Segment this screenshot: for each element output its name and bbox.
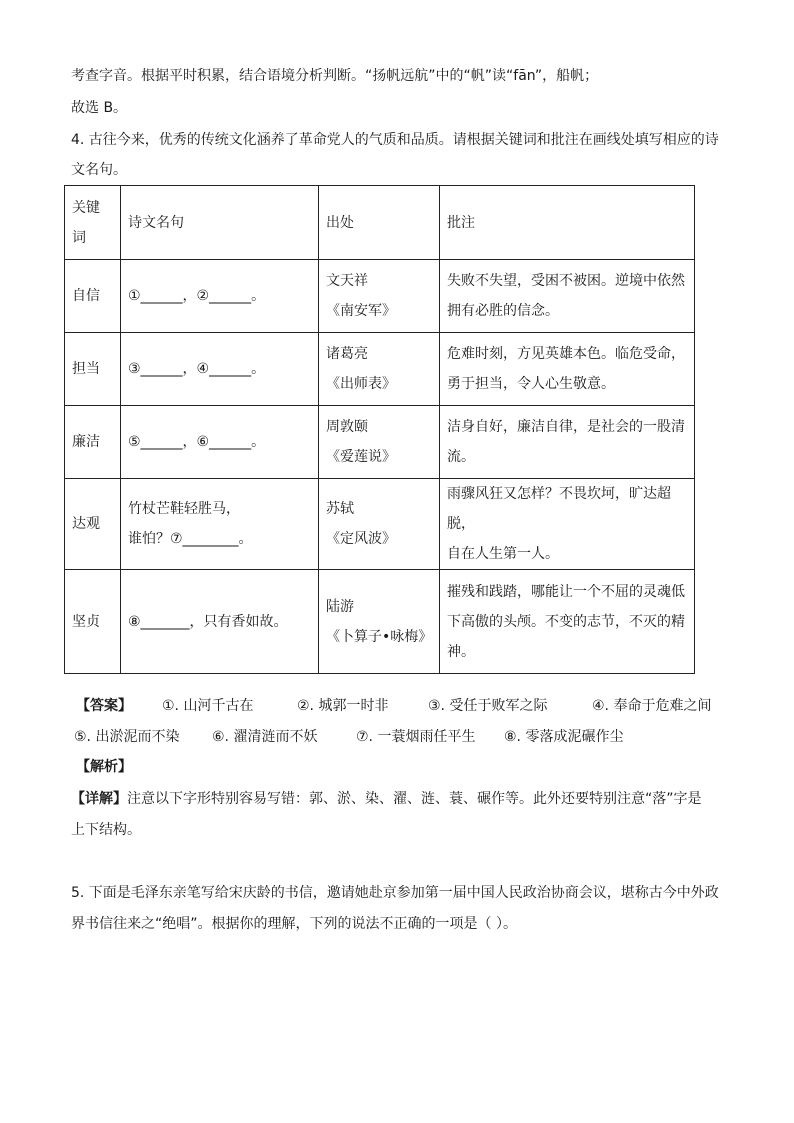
row-keyword: 廉洁 <box>65 406 121 479</box>
analysis-detail-cont: 上下结构。 <box>71 822 141 838</box>
table-row <box>65 479 695 570</box>
table-header-row <box>65 186 695 260</box>
poetry-table <box>64 185 695 674</box>
row-note: 摧残和践踏，哪能让一个不屈的灵魂低 下高傲的头颅。不变的志节，不灭的精 神。 <box>440 570 695 674</box>
row-source: 周敦颐 《爱莲说》 <box>319 406 440 479</box>
answer-item: ②. 城郭一时非 <box>297 698 389 714</box>
table-row <box>65 570 695 674</box>
answer-item: ⑥. 濯清涟而不妖 <box>212 729 318 745</box>
answer-row-1 <box>71 696 731 716</box>
header-poem: 诗文名句 <box>121 186 319 260</box>
detail-text: 注意以下字形特别容易写错：郭、淤、染、濯、涟、蓑、碾作等。此外还要特别注意“落”字是 <box>127 791 702 807</box>
answer-item: ⑧. 零落成泥碾作尘 <box>504 729 624 745</box>
table-row <box>65 406 695 479</box>
row-keyword: 担当 <box>65 333 121 406</box>
detail-label: 【详解】 <box>71 791 127 807</box>
row-note: 洁身自好，廉洁自律，是社会的一股清 流。 <box>440 406 695 479</box>
question-4-text: 4. 古往今来，优秀的传统文化涵养了革命党人的气质和品质。请根据关键词和批注在画线处填写相应的诗 <box>71 132 719 148</box>
answer-item: ①. 山河千古在 <box>162 698 254 714</box>
answer-item: ③. 受任于败军之际 <box>428 698 548 714</box>
answer-label: 【答案】 <box>76 698 132 714</box>
header-source: 出处 <box>319 186 440 260</box>
row-poem: ①______，②______。 <box>121 260 319 333</box>
intro-text: 考查字音。根据平时积累，结合语境分析判断。“扬帆远航”中的“帆”读“fān”，船帆； <box>71 68 599 84</box>
question-5-text-cont: 界书信往来之“绝唱”。根据你的理解，下列的说法不正确的一项是（ ）。 <box>71 916 517 932</box>
table-row <box>65 260 695 333</box>
answer-item: ⑤. 出淤泥而不染 <box>74 729 180 745</box>
row-note: 失败不失望，受困不被困。逆境中依然 拥有必胜的信念。 <box>440 260 695 333</box>
question-4-text-cont: 文名句。 <box>71 162 127 178</box>
header-keyword: 关键 词 <box>65 186 121 260</box>
row-keyword: 坚贞 <box>65 570 121 674</box>
table-row <box>65 333 695 406</box>
answer-row-2 <box>71 727 731 747</box>
row-poem: 竹杖芒鞋轻胜马， 谁怕？⑦________。 <box>121 479 319 570</box>
analysis-label: 【解析】 <box>76 759 132 775</box>
row-poem: ⑤______，⑥______。 <box>121 406 319 479</box>
row-keyword: 自信 <box>65 260 121 333</box>
answer-item: ⑦. 一蓑烟雨任平生 <box>356 729 476 745</box>
analysis-detail <box>71 789 702 809</box>
row-source: 苏轼 《定风波》 <box>319 479 440 570</box>
row-source: 文天祥 《南安军》 <box>319 260 440 333</box>
row-source: 陆游 《卜算子•咏梅》 <box>319 570 440 674</box>
row-source: 诸葛亮 《出师表》 <box>319 333 440 406</box>
row-note: 雨骤风狂又怎样？不畏坎坷，旷达超脱， 自在人生第一人。 <box>440 479 695 570</box>
answer-item: ④. 奉命于危难之间 <box>592 698 712 714</box>
row-keyword: 达观 <box>65 479 121 570</box>
intro-answer: 故选 B。 <box>71 100 128 116</box>
row-poem: ⑧_______，只有香如故。 <box>121 570 319 674</box>
row-poem: ③______，④______。 <box>121 333 319 406</box>
row-note: 危难时刻，方见英雄本色。临危受命， 勇于担当，令人心生敬意。 <box>440 333 695 406</box>
header-note: 批注 <box>440 186 695 260</box>
question-5-text: 5. 下面是毛泽东亲笔写给宋庆龄的书信，邀请她赴京参加第一届中国人民政治协商会议，堪称古今中外政 <box>71 885 719 901</box>
